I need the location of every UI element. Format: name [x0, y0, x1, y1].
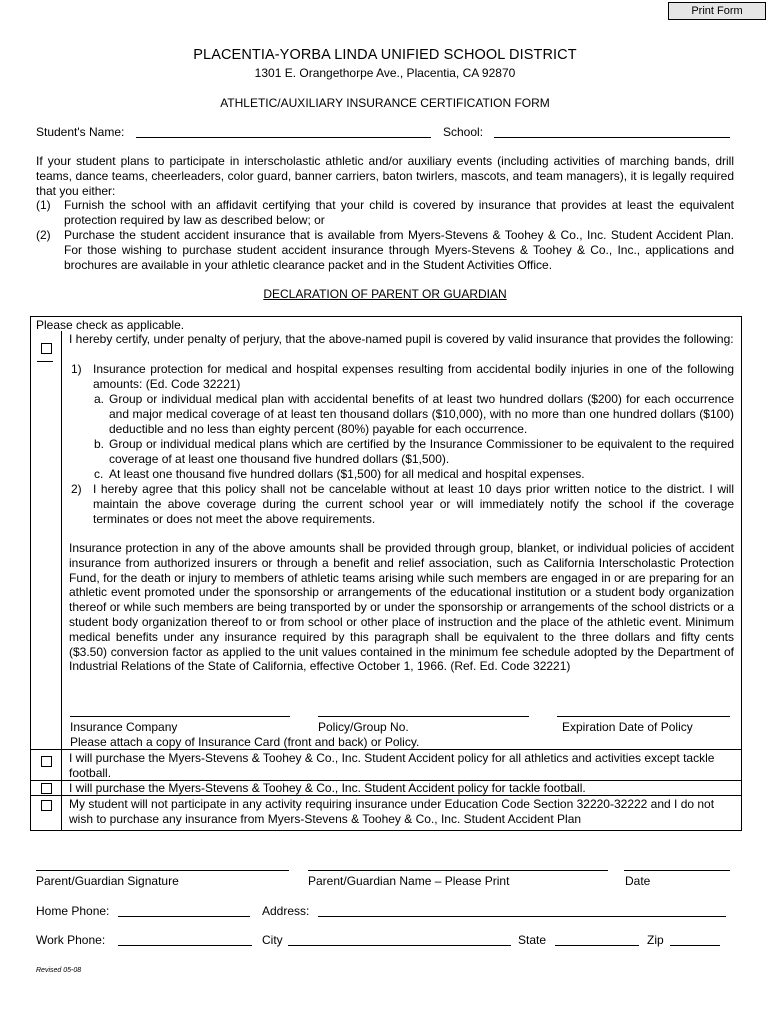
checkbox-column-divider — [61, 331, 62, 831]
item-a-letter: a. — [94, 392, 105, 406]
revised-note: Revised 05-08 — [36, 967, 82, 974]
option-2-text: Purchase the student accident insurance that is available from Myers-Stevens & Toohey & Co., Inc. Student Accident Plan. For those wishing to purchase student accident insurance through Myers-Stevens & Toohey & Co., Inc., applications and brochures are available in your athletic clearance packet and in the Student Activities Office. — [64, 228, 734, 272]
work-phone-label: Work Phone: — [36, 933, 106, 947]
declaration-heading: DECLARATION OF PARENT OR GUARDIAN — [263, 287, 507, 301]
insurance-company-field[interactable] — [70, 716, 290, 717]
item-1-number: 1) — [71, 362, 82, 376]
purchase-all-text: I will purchase the Myers-Stevens & Toohey & Co., Inc. Student Accident policy for all athletics and activities except tackle football. — [69, 751, 715, 780]
home-phone-field[interactable] — [118, 916, 250, 917]
city-field[interactable] — [288, 945, 511, 946]
item-b-letter: b. — [94, 437, 105, 451]
purchase-tackle-checkbox[interactable] — [41, 783, 52, 794]
expiration-date-label: Expiration Date of Policy — [562, 720, 693, 734]
zip-field[interactable] — [670, 945, 720, 946]
parent-signature-label: Parent/Guardian Signature — [36, 874, 179, 888]
address-label: Address: — [262, 904, 310, 918]
certify-insurance-checkbox[interactable] — [41, 343, 52, 354]
school-label: School: — [443, 125, 484, 139]
home-phone-label: Home Phone: — [36, 904, 110, 918]
address-field[interactable] — [318, 916, 726, 917]
district-title: PLACENTIA-YORBA LINDA UNIFIED SCHOOL DISTRICT — [193, 47, 577, 63]
attach-card-note: Please attach a copy of Insurance Card (front and back) or Policy. — [70, 735, 420, 749]
item-c-letter: c. — [94, 467, 104, 481]
row-divider-1 — [30, 749, 742, 750]
insurance-paragraph: Insurance protection in any of the above amounts shall be provided through group, blanket, or individual policies of accident insurance from authorized insurers or through a benefit and relief association, such as California Interscholastic Protection Fund, for the death or injury to members of athletic teams arising while such members are engaged in or are preparing for an athletic event promoted under the sponsorship or arrangements of the educational institution or a student body organization thereof or while such members are being transported by or under the sponsorship or arrangements of the school districts or a student body organization thereof to or from school or other place of instruction and the place of the athletic event. Minimum medical benefits under any insurance required by this paragraph shall be equivalent to the three dollars and fifty cents ($3.50) conversion factor as applied to the unit values contained in the minimum fee schedule adopted by the Department of Industrial Relations of the State of California, effective October 1, 1966. (Ref. Ed. Code 32221) — [69, 541, 734, 674]
city-label: City — [262, 933, 283, 947]
zip-label: Zip — [647, 933, 664, 947]
policy-group-label: Policy/Group No. — [318, 720, 409, 734]
item-2-text: I hereby agree that this policy shall not be cancelable without at least 10 days prior written notice to the district. I will maintain the above coverage during the current school year or will immediately notify the school if the coverage terminates or does not meet the above requirements. — [93, 482, 734, 526]
item-a-text: Group or individual medical plan with accidental benefits of at least two hundred dollars ($200) for each occurrence and major medical coverage of at least ten thousand dollars ($10,000), with no more than one hundred dollars ($100) deductible and no less than eighty percent (80%) payable for each occurrence. — [109, 392, 734, 436]
parent-name-label: Parent/Guardian Name – Please Print — [308, 874, 510, 888]
form-title: ATHLETIC/AUXILIARY INSURANCE CERTIFICATION FORM — [220, 96, 550, 110]
certify-text: I hereby certify, under penalty of perjury, that the above-named pupil is covered by valid insurance that provides the following: — [69, 332, 734, 346]
purchase-all-checkbox[interactable] — [41, 756, 52, 767]
check-applicable-label: Please check as applicable. — [36, 318, 185, 332]
parent-name-field[interactable] — [308, 870, 608, 871]
purchase-tackle-text: I will purchase the Myers-Stevens & Toohey & Co., Inc. Student Accident policy for tackle football. — [69, 781, 586, 795]
option-1-number: (1) — [36, 198, 51, 212]
option-2-number: (2) — [36, 228, 51, 242]
district-address: 1301 E. Orangethorpe Ave., Placentia, CA 92870 — [254, 66, 516, 80]
item-2-number: 2) — [71, 482, 82, 496]
print-form-button[interactable]: Print Form — [668, 2, 766, 20]
date-label: Date — [625, 874, 651, 888]
school-field[interactable] — [494, 137, 730, 138]
policy-group-field[interactable] — [318, 716, 529, 717]
insurance-company-label: Insurance Company — [70, 720, 178, 734]
not-participate-checkbox[interactable] — [41, 800, 52, 811]
item-b-text: Group or individual medical plans which are certified by the Insurance Commissioner to be equivalent to the required coverage of at least one thousand five hundred dollars ($1,500). — [109, 437, 734, 466]
checkbox-underline — [37, 361, 53, 362]
date-field[interactable] — [624, 870, 730, 871]
item-c-text: At least one thousand five hundred dollars ($1,500) for all medical and hospital expenses. — [109, 467, 585, 481]
state-field[interactable] — [555, 945, 639, 946]
not-participate-text: My student will not participate in any activity requiring insurance under Education Code Section 32220-32222 and I do not wish to purchase any insurance from Myers-Stevens & Toohey & Co., Inc. Student Accident Plan — [69, 797, 715, 826]
option-1-text: Furnish the school with an affidavit certifying that your child is covered by insurance that provides at least the equivalent protection required by law as described below; or — [64, 198, 734, 227]
student-name-label: Student's Name: — [36, 125, 125, 139]
student-name-field[interactable] — [136, 137, 431, 138]
expiration-date-field[interactable] — [557, 716, 730, 717]
item-1-text: Insurance protection for medical and hospital expenses resulting from accidental bodily injuries in one of the following amounts: (Ed. Code 32221) — [93, 362, 734, 391]
work-phone-field[interactable] — [118, 945, 252, 946]
parent-signature-field[interactable] — [36, 870, 289, 871]
state-label: State — [518, 933, 547, 947]
intro-paragraph: If your student plans to participate in interscholastic athletic and/or auxiliary events (including activities of marching bands, drill teams, dance teams, cheerleaders, color guard, banner carriers, baton twirlers, mascots, and team managers), it is legally required that you either: — [36, 154, 734, 198]
